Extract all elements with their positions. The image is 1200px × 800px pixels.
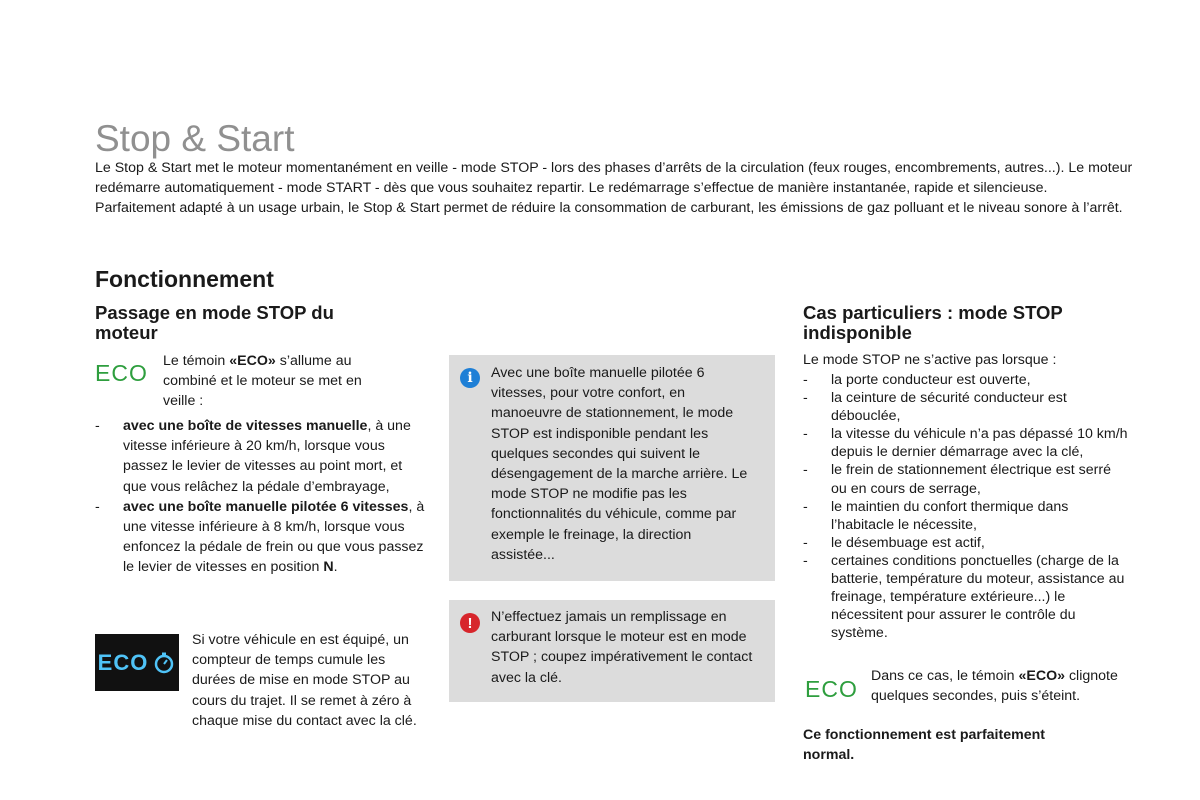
list-item: - la porte conducteur est ouverte,: [803, 371, 1128, 389]
left-heading: Passage en mode STOP du moteur: [95, 302, 334, 343]
counter-description: Si votre véhicule en est équipé, un compteur de temps cumule les durées de mise en mode STOP au cours du trajet. Il se remet à zéro à chaque mise du contact avec la clé.: [192, 632, 417, 729]
info-icon: i: [460, 368, 480, 388]
info-box: [449, 355, 775, 581]
warning-box: [449, 600, 775, 702]
list-item: - la ceinture de sécurité conducteur est débouclée,: [803, 389, 1128, 425]
section-title: Fonctionnement: [95, 266, 274, 292]
timer-icon: [152, 651, 176, 675]
intro-text: [95, 158, 1135, 219]
list-item: - le frein de stationnement électrique est serré ou en cours de serrage,: [803, 461, 1128, 497]
warning-icon: !: [460, 613, 480, 633]
stop-conditions-list: [95, 416, 425, 578]
right-heading: Cas particuliers : mode STOP indisponible: [803, 302, 1063, 343]
conclusion-text: Ce fonctionnement est parfaitement normal.: [803, 727, 1046, 764]
eco-indicator-icon: ECO: [805, 676, 858, 702]
info-text: Avec une boîte manuelle pilotée 6 vitesses, pour votre confort, en manoeuvre de stationnement, le mode STOP est indisponible pendant les quelques secondes qui suivent le désengagement de la marche arrière. Le mode STOP ne modifie pas les fonctionnalités du véhicule, comme par exemple le freinage, la direction assistée...: [491, 365, 748, 563]
unavailable-conditions-list: [803, 371, 1128, 642]
unavailable-lead: Le mode STOP ne s’active pas lorsque :: [803, 352, 1057, 368]
intro-paragraph-2: Parfaitement adapté à un usage urbain, le Stop & Start permet de réduire la consommation de carburant, les émissions de gaz polluant et le niveau sonore à l’arrêt.: [95, 200, 1123, 217]
eco-description: Le témoin «ECO» s’allume au combiné et le moteur se met en veille :: [163, 353, 362, 410]
list-item: - la vitesse du véhicule n’a pas dépassé 10 km/h depuis le dernier démarrage avec la clé,: [803, 425, 1128, 461]
eco-indicator-icon: ECO: [95, 360, 148, 386]
list-item: - avec une boîte de vitesses manuelle, à une vitesse inférieure à 20 km/h, lorsque vous passez le levier de vitesses au point mort, et que vous relâchez la pédale d’embrayage,: [95, 416, 425, 497]
list-item: - le désembuage est actif,: [803, 534, 1128, 552]
list-item: - certaines conditions ponctuelles (charge de la batterie, température du moteur, assistance au freinage, température extérieure...) le nécessitent pour assurer le contrôle du système.: [803, 552, 1128, 642]
eco-blink-description: Dans ce cas, le témoin «ECO» clignote quelques secondes, puis s’éteint.: [871, 668, 1118, 704]
eco-counter-icon: ECO: [97, 649, 149, 675]
eco-counter-display: [95, 634, 179, 691]
list-item: - le maintien du confort thermique dans l’habitacle le nécessite,: [803, 498, 1128, 534]
list-item: - avec une boîte manuelle pilotée 6 vitesses, à une vitesse inférieure à 8 km/h, lorsque vous enfoncez la pédale de frein ou que vous passez le levier de vitesses en position N.: [95, 497, 425, 578]
page-title: Stop & Start: [95, 118, 295, 159]
intro-paragraph-1: Le Stop & Start met le moteur momentanément en veille - mode STOP - lors des phases d’arrêts de la circulation (feux rouges, encombrements, autres...). Le moteur redémarre automatiquement - mode START - dès que vous souhaitez repartir. Le redémarrage s’effectue de manière instantanée, rapide et silencieuse.: [95, 160, 1133, 197]
warning-text: N’effectuez jamais un remplissage en carburant lorsque le moteur est en mode STOP ; coupez impérativement le contact avec la clé.: [491, 609, 753, 686]
